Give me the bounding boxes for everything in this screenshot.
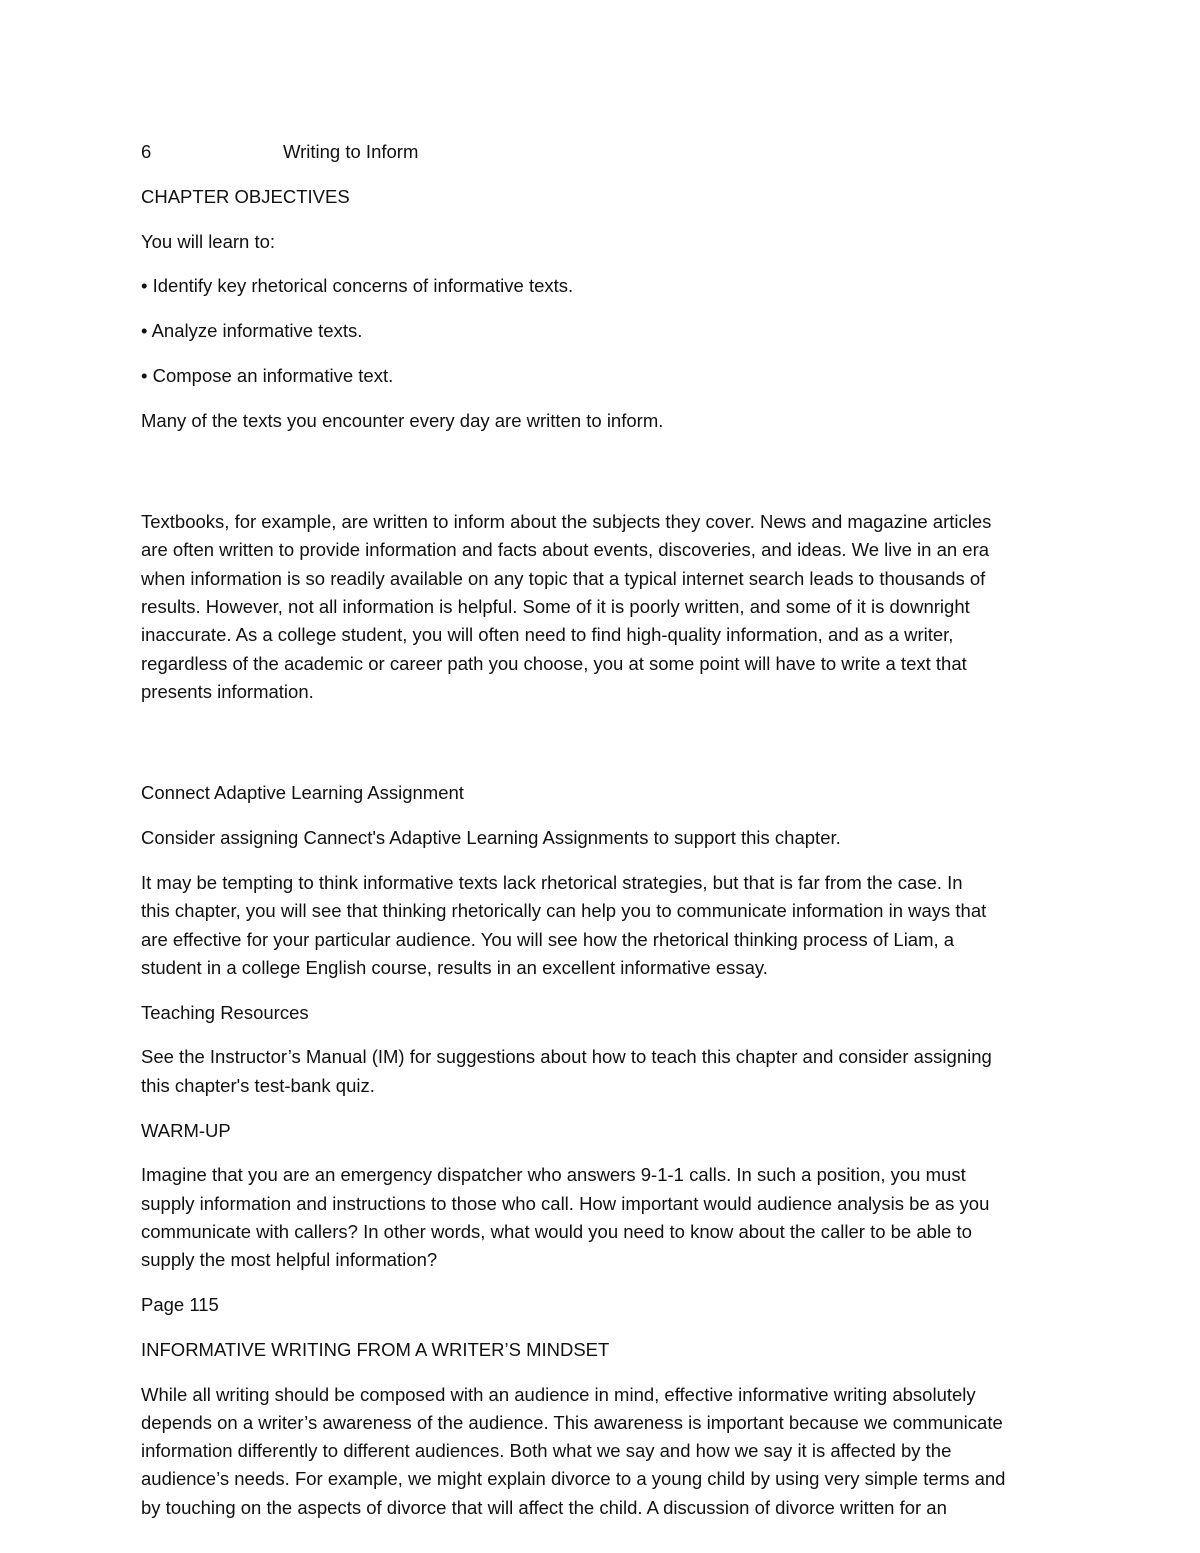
paragraph-line: regardless of the academic or career path you choose, you at some point will have to write a text that — [141, 652, 967, 674]
mindset-text — [141, 1381, 1071, 1522]
paragraph-line: audience’s needs. For example, we might explain divorce to a young child by using very simple terms and — [141, 1468, 1006, 1490]
connect-heading: Connect Adaptive Learning Assignment — [141, 782, 464, 804]
objectives-intro: You will learn to: — [141, 230, 276, 252]
intro-line: Many of the texts you encounter every day are written to inform. — [141, 409, 664, 431]
paragraph-line: information differently to different audiences. Both what we say and how we say it is affected by the — [141, 1440, 952, 1462]
objective-item: • Compose an informative text. — [141, 364, 394, 386]
teaching-text — [141, 1043, 1071, 1100]
teaching-heading: Teaching Resources — [141, 1001, 309, 1023]
objectives-heading: CHAPTER OBJECTIVES — [141, 185, 350, 207]
mindset-heading: INFORMATIVE WRITING FROM A WRITER’S MINDSET — [141, 1338, 610, 1360]
paragraph-line: when information is so readily available on any topic that a typical internet search leads to thousands of — [141, 567, 986, 589]
paragraph-line: supply information and instructions to those who call. How important would audience analysis be as you — [141, 1192, 990, 1214]
page-marker: Page 115 — [141, 1294, 219, 1315]
connect-text: Consider assigning Cannect's Adaptive Learning Assignments to support this chapter. — [141, 827, 841, 849]
paragraph-rhetorical — [141, 869, 1071, 982]
paragraph-line: presents information. — [141, 680, 314, 702]
paragraph-line: this chapter, you will see that thinking rhetorically can help you to communicate information in ways that — [141, 900, 987, 922]
chapter-title: Writing to Inform — [283, 141, 419, 162]
paragraph-line: Imagine that you are an emergency dispatcher who answers 9-1-1 calls. In such a position, you must — [141, 1164, 966, 1186]
warmup-heading: WARM-UP — [141, 1119, 231, 1141]
paragraph-line: It may be tempting to think informative texts lack rhetorical strategies, but that is far from the case. In — [141, 871, 963, 893]
paragraph-line: are effective for your particular audience. You will see how the rhetorical thinking process of Liam, a — [141, 928, 955, 950]
document-page — [141, 138, 1071, 1539]
paragraph-line: are often written to provide information and facts about events, discoveries, and ideas. We live in an era — [141, 539, 990, 561]
paragraph-line: See the Instructor’s Manual (IM) for suggestions about how to teach this chapter and consider assigning — [141, 1046, 992, 1068]
objective-item: • Identify key rhetorical concerns of informative texts. — [141, 275, 574, 297]
chapter-number: 6 — [141, 141, 152, 162]
warmup-text — [141, 1161, 1071, 1274]
paragraph-line: While all writing should be composed with an audience in mind, effective informative writing absolutely — [141, 1383, 976, 1405]
paragraph-line: depends on a writer’s awareness of the audience. This awareness is important because we communicate — [141, 1411, 1003, 1433]
chapter-heading — [141, 138, 1071, 166]
paragraph-line: student in a college English course, results in an excellent informative essay. — [141, 956, 768, 978]
paragraph-line: by touching on the aspects of divorce that will affect the child. A discussion of divorce written for an — [141, 1496, 947, 1518]
paragraph-textbooks — [141, 452, 1071, 763]
paragraph-line: Textbooks, for example, are written to inform about the subjects they cover. News and magazine articles — [141, 511, 992, 533]
objective-item: • Analyze informative texts. — [141, 320, 363, 342]
paragraph-line: communicate with callers? In other words, what would you need to know about the caller to be able to — [141, 1220, 972, 1242]
paragraph-line: inaccurate. As a college student, you will often need to find high-quality information, and as a writer, — [141, 624, 954, 646]
paragraph-line: this chapter's test-bank quiz. — [141, 1074, 375, 1096]
paragraph-line: supply the most helpful information? — [141, 1249, 438, 1271]
paragraph-line: results. However, not all information is helpful. Some of it is poorly written, and some of it is downright — [141, 596, 970, 618]
